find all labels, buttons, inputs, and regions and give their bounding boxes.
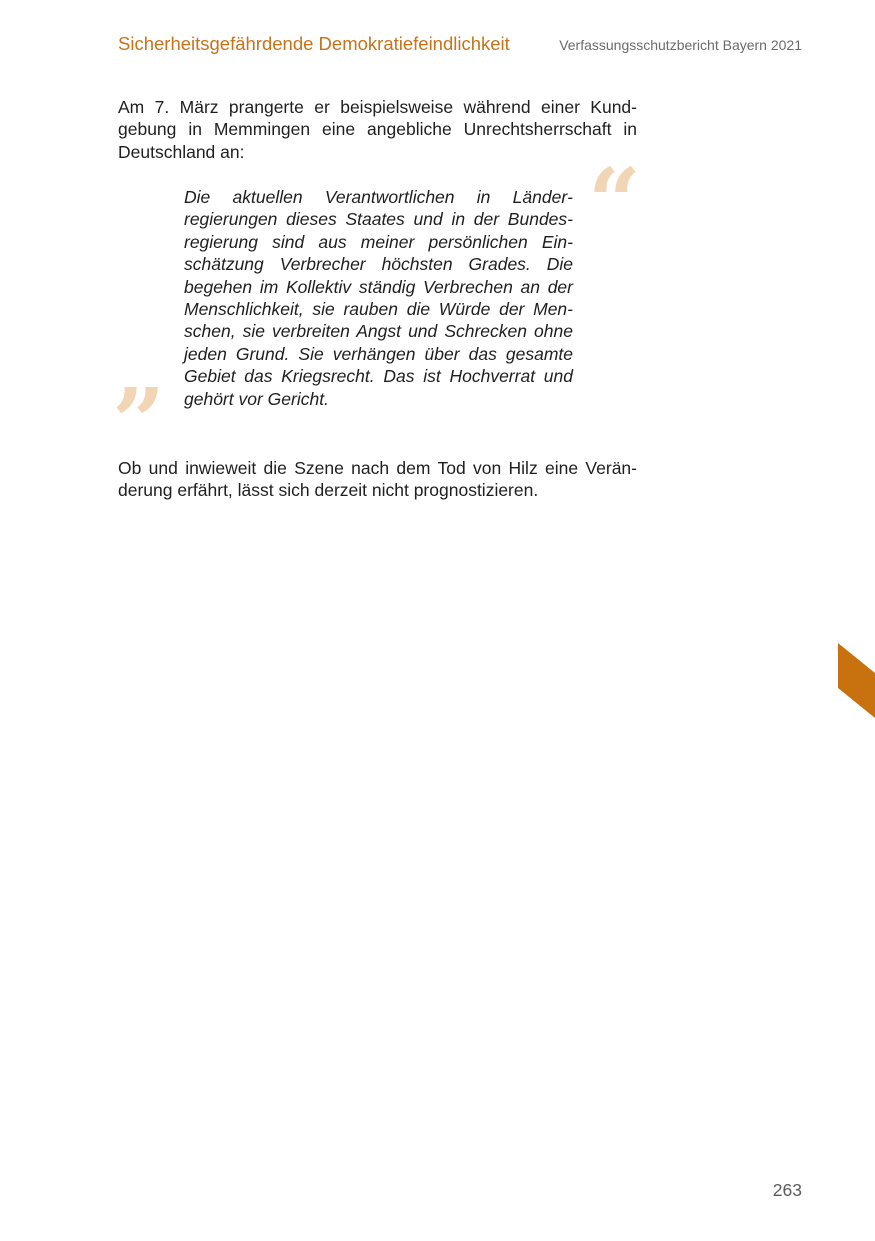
open-quote-icon: “ (588, 148, 641, 256)
chapter-edge-tab-shape (838, 643, 875, 718)
close-quote-icon: ” (112, 368, 165, 476)
chapter-edge-tab (838, 643, 875, 718)
page-number: 263 (772, 1180, 802, 1200)
intro-paragraph: Am 7. März prangerte er beispielsweise während einer Kundgebung in Memmingen eine angebliche Unrechtsherrschaft in Deutschland an: (118, 97, 637, 162)
block-quote: Die aktuellen Verantwortlichen in Länderregierungen dieses Staates und in der Bundesregierung sind aus meiner persönlichen Einschätzung Verbrecher höchsten Grades. Die begehen im Kollektiv ständig Verbrechen an der Menschlichkeit, sie rauben die Würde der Menschen, sie verbreiten Angst und Schrecken ohne jeden Grund. Sie verhängen über das gesamte Gebiet das Kriegsrecht. Das ist Hochverrat und gehört vor Gericht. (184, 187, 573, 409)
report-title: Verfassungsschutzbericht Bayern 2021 (559, 37, 802, 53)
outro-paragraph: Ob und inwieweit die Szene nach dem Tod von Hilz eine Veränderung erfährt, lässt sich derzeit nicht prognostizieren. (118, 458, 637, 501)
chapter-title: Sicherheitsgefährdende Demokratiefeindlichkeit (118, 33, 510, 54)
